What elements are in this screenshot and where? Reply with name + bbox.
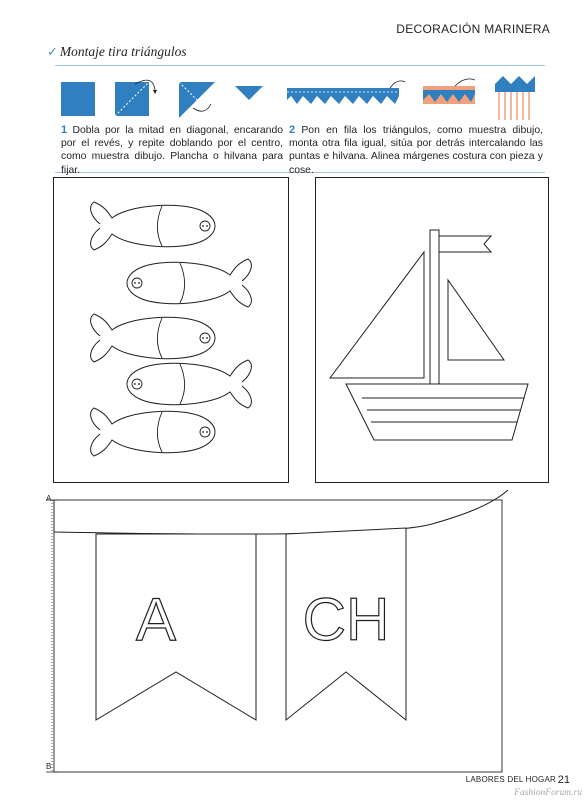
fish-shape <box>91 314 215 362</box>
marker-bottom: B <box>46 762 52 771</box>
check-icon: ✓ <box>47 45 58 60</box>
finished-strip <box>495 76 535 120</box>
pennant-flag <box>96 534 256 720</box>
watermark: FashionForum.ru <box>514 788 582 798</box>
flag-letter: A <box>135 586 177 653</box>
step-1-instructions <box>61 124 283 177</box>
fish-shape <box>127 259 251 307</box>
step-number: 2 <box>289 124 296 136</box>
fish-pattern <box>54 178 288 482</box>
step-2-instructions <box>289 124 543 177</box>
flag-letter: CH <box>302 586 390 653</box>
step-number: 1 <box>61 124 68 136</box>
fish-shape <box>91 202 215 250</box>
step-text: Pon en fila los triángulos, como muestra dibujo, monta otra fila igual, sitúa por detrás intercalando las puntas e hilvana. Alinea márgenes costura con pieza y cose. <box>289 125 544 176</box>
fish-pattern-panel <box>53 177 289 483</box>
section-heading <box>47 44 187 60</box>
row-of-triangles <box>287 81 405 104</box>
section-title: Montaje tira triángulos <box>59 44 187 59</box>
fish-shape <box>127 360 251 408</box>
section-header: DECORACIÓN MARINERA <box>396 22 550 36</box>
sailboat-pattern <box>316 178 548 482</box>
fish-shape <box>91 408 215 456</box>
page-number: 21 <box>557 774 570 786</box>
pennant-flag <box>286 528 406 720</box>
steps-illustrations <box>55 68 545 124</box>
magazine-name: LABORES DEL HOGAR <box>465 775 556 784</box>
sailboat-shape <box>330 230 528 440</box>
marker-top: A <box>46 494 52 503</box>
interleaved-triangles <box>423 79 475 104</box>
fold-step-small-triangle <box>235 86 263 100</box>
step-text: Dobla por la mitad en diagonal, encarando por el revés, y repite doblando por el centro, como muestra dibujo. Plancha o hilvana para fijar. <box>61 125 283 176</box>
boat-pattern-panel <box>315 177 549 483</box>
bunting-pattern <box>40 490 560 780</box>
fold-step-diagonal <box>115 80 157 116</box>
fold-step-square <box>61 82 95 116</box>
fold-step-triangle <box>179 82 215 118</box>
